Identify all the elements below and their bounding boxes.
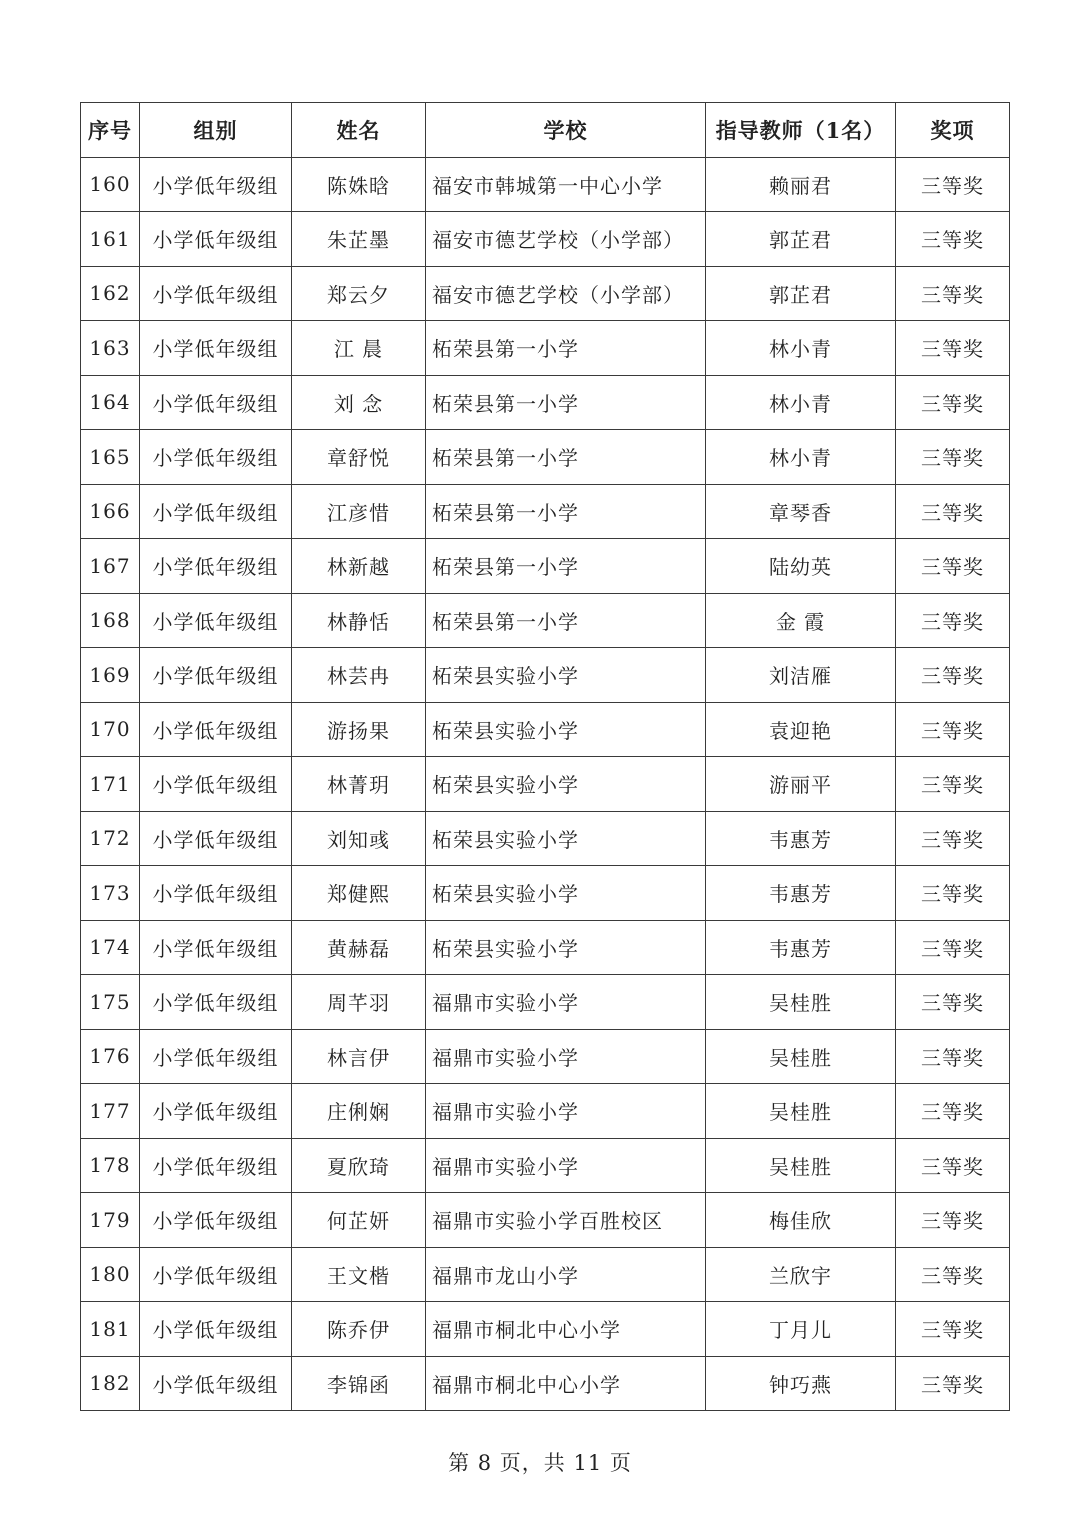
cell-group: 小学低年级组 — [140, 1193, 292, 1248]
cell-name: 郑健熙 — [292, 866, 426, 921]
cell-group: 小学低年级组 — [140, 757, 292, 812]
header-school: 学校 — [426, 103, 706, 158]
cell-school: 柘荣县第一小学 — [426, 484, 706, 539]
cell-no: 165 — [81, 430, 140, 485]
cell-no: 164 — [81, 375, 140, 430]
cell-no: 170 — [81, 702, 140, 757]
table-row — [81, 757, 1010, 812]
cell-group: 小学低年级组 — [140, 702, 292, 757]
cell-award: 三等奖 — [896, 1084, 1010, 1139]
cell-teacher: 韦惠芳 — [706, 811, 896, 866]
cell-name: 林菁玥 — [292, 757, 426, 812]
cell-award: 三等奖 — [896, 920, 1010, 975]
cell-school: 福安市韩城第一中心小学 — [426, 157, 706, 212]
cell-teacher: 吴桂胜 — [706, 975, 896, 1030]
cell-group: 小学低年级组 — [140, 266, 292, 321]
cell-no: 172 — [81, 811, 140, 866]
cell-school: 柘荣县第一小学 — [426, 321, 706, 376]
cell-award: 三等奖 — [896, 321, 1010, 376]
cell-group: 小学低年级组 — [140, 430, 292, 485]
table-row — [81, 702, 1010, 757]
cell-school: 福鼎市实验小学 — [426, 975, 706, 1030]
cell-no: 178 — [81, 1138, 140, 1193]
cell-award: 三等奖 — [896, 484, 1010, 539]
page-number: 第 8 页，共 11 页 — [448, 1451, 632, 1475]
cell-award: 三等奖 — [896, 1356, 1010, 1411]
cell-school: 福鼎市龙山小学 — [426, 1247, 706, 1302]
cell-no: 169 — [81, 648, 140, 703]
cell-teacher: 林小青 — [706, 430, 896, 485]
cell-teacher: 韦惠芳 — [706, 920, 896, 975]
cell-teacher: 林小青 — [706, 375, 896, 430]
table-row — [81, 1302, 1010, 1357]
cell-school: 柘荣县实验小学 — [426, 757, 706, 812]
cell-name: 陈乔伊 — [292, 1302, 426, 1357]
cell-award: 三等奖 — [896, 1138, 1010, 1193]
cell-award: 三等奖 — [896, 811, 1010, 866]
cell-name: 章舒悦 — [292, 430, 426, 485]
cell-no: 180 — [81, 1247, 140, 1302]
cell-group: 小学低年级组 — [140, 920, 292, 975]
cell-no: 162 — [81, 266, 140, 321]
cell-name: 李锦函 — [292, 1356, 426, 1411]
table-row — [81, 375, 1010, 430]
cell-name: 林言伊 — [292, 1029, 426, 1084]
cell-teacher: 林小青 — [706, 321, 896, 376]
cell-group: 小学低年级组 — [140, 1356, 292, 1411]
cell-no: 168 — [81, 593, 140, 648]
cell-group: 小学低年级组 — [140, 375, 292, 430]
cell-no: 173 — [81, 866, 140, 921]
cell-school: 柘荣县第一小学 — [426, 593, 706, 648]
cell-no: 182 — [81, 1356, 140, 1411]
cell-teacher: 章琴香 — [706, 484, 896, 539]
cell-group: 小学低年级组 — [140, 212, 292, 267]
cell-teacher: 赖丽君 — [706, 157, 896, 212]
cell-name: 陈姝晗 — [292, 157, 426, 212]
award-table — [80, 102, 1010, 1411]
cell-school: 柘荣县实验小学 — [426, 648, 706, 703]
cell-teacher: 钟巧燕 — [706, 1356, 896, 1411]
header-teacher: 指导教师（1名） — [706, 103, 896, 158]
table-row — [81, 920, 1010, 975]
cell-no: 161 — [81, 212, 140, 267]
table-row — [81, 539, 1010, 594]
cell-no: 181 — [81, 1302, 140, 1357]
cell-group: 小学低年级组 — [140, 648, 292, 703]
cell-name: 王文楷 — [292, 1247, 426, 1302]
cell-teacher: 丁月儿 — [706, 1302, 896, 1357]
table-row — [81, 157, 1010, 212]
cell-teacher: 吴桂胜 — [706, 1138, 896, 1193]
cell-group: 小学低年级组 — [140, 593, 292, 648]
cell-name: 游扬果 — [292, 702, 426, 757]
cell-name: 刘 念 — [292, 375, 426, 430]
cell-teacher: 郭芷君 — [706, 212, 896, 267]
table-row — [81, 430, 1010, 485]
cell-school: 柘荣县第一小学 — [426, 539, 706, 594]
cell-school: 柘荣县实验小学 — [426, 920, 706, 975]
table-row — [81, 1247, 1010, 1302]
cell-award: 三等奖 — [896, 648, 1010, 703]
cell-teacher: 吴桂胜 — [706, 1029, 896, 1084]
cell-teacher: 陆幼英 — [706, 539, 896, 594]
cell-no: 167 — [81, 539, 140, 594]
cell-award: 三等奖 — [896, 1193, 1010, 1248]
cell-award: 三等奖 — [896, 539, 1010, 594]
cell-school: 福安市德艺学校（小学部） — [426, 266, 706, 321]
table-row — [81, 1356, 1010, 1411]
cell-name: 江彦惜 — [292, 484, 426, 539]
cell-no: 171 — [81, 757, 140, 812]
cell-school: 柘荣县第一小学 — [426, 430, 706, 485]
cell-group: 小学低年级组 — [140, 484, 292, 539]
cell-school: 福鼎市实验小学 — [426, 1029, 706, 1084]
cell-group: 小学低年级组 — [140, 1247, 292, 1302]
cell-no: 175 — [81, 975, 140, 1030]
cell-group: 小学低年级组 — [140, 811, 292, 866]
cell-group: 小学低年级组 — [140, 1029, 292, 1084]
cell-teacher: 刘洁雁 — [706, 648, 896, 703]
cell-award: 三等奖 — [896, 1029, 1010, 1084]
cell-no: 174 — [81, 920, 140, 975]
cell-school: 福鼎市实验小学 — [426, 1138, 706, 1193]
table-row — [81, 593, 1010, 648]
cell-no: 179 — [81, 1193, 140, 1248]
cell-school: 福鼎市实验小学百胜校区 — [426, 1193, 706, 1248]
cell-school: 柘荣县第一小学 — [426, 375, 706, 430]
cell-school: 福鼎市实验小学 — [426, 1084, 706, 1139]
table-header-row — [81, 103, 1010, 158]
cell-teacher: 梅佳欣 — [706, 1193, 896, 1248]
cell-teacher: 韦惠芳 — [706, 866, 896, 921]
cell-teacher: 吴桂胜 — [706, 1084, 896, 1139]
cell-award: 三等奖 — [896, 757, 1010, 812]
table-row — [81, 212, 1010, 267]
table-row — [81, 1138, 1010, 1193]
cell-name: 刘知彧 — [292, 811, 426, 866]
table-row — [81, 811, 1010, 866]
cell-group: 小学低年级组 — [140, 866, 292, 921]
header-group: 组别 — [140, 103, 292, 158]
cell-no: 163 — [81, 321, 140, 376]
cell-name: 林静恬 — [292, 593, 426, 648]
cell-teacher: 郭芷君 — [706, 266, 896, 321]
table-row — [81, 1193, 1010, 1248]
cell-no: 177 — [81, 1084, 140, 1139]
cell-award: 三等奖 — [896, 157, 1010, 212]
cell-award: 三等奖 — [896, 430, 1010, 485]
table-row — [81, 321, 1010, 376]
cell-name: 朱芷墨 — [292, 212, 426, 267]
cell-group: 小学低年级组 — [140, 157, 292, 212]
cell-award: 三等奖 — [896, 975, 1010, 1030]
table-row — [81, 1084, 1010, 1139]
cell-name: 林新越 — [292, 539, 426, 594]
table-row — [81, 866, 1010, 921]
header-no: 序号 — [81, 103, 140, 158]
table-row — [81, 975, 1010, 1030]
cell-award: 三等奖 — [896, 1302, 1010, 1357]
cell-award: 三等奖 — [896, 866, 1010, 921]
cell-school: 福鼎市桐北中心小学 — [426, 1356, 706, 1411]
cell-group: 小学低年级组 — [140, 975, 292, 1030]
cell-no: 176 — [81, 1029, 140, 1084]
cell-school: 柘荣县实验小学 — [426, 811, 706, 866]
cell-no: 160 — [81, 157, 140, 212]
cell-teacher: 金 霞 — [706, 593, 896, 648]
table-row — [81, 266, 1010, 321]
table-row — [81, 1029, 1010, 1084]
cell-group: 小学低年级组 — [140, 539, 292, 594]
cell-group: 小学低年级组 — [140, 1302, 292, 1357]
cell-name: 夏欣琦 — [292, 1138, 426, 1193]
cell-award: 三等奖 — [896, 1247, 1010, 1302]
table-row — [81, 484, 1010, 539]
table-body — [81, 157, 1010, 1411]
cell-award: 三等奖 — [896, 375, 1010, 430]
table-row — [81, 648, 1010, 703]
cell-award: 三等奖 — [896, 702, 1010, 757]
cell-teacher: 游丽平 — [706, 757, 896, 812]
cell-name: 黄赫磊 — [292, 920, 426, 975]
cell-name: 周芊羽 — [292, 975, 426, 1030]
cell-name: 江 晨 — [292, 321, 426, 376]
cell-teacher: 袁迎艳 — [706, 702, 896, 757]
cell-school: 福鼎市桐北中心小学 — [426, 1302, 706, 1357]
header-name: 姓名 — [292, 103, 426, 158]
cell-award: 三等奖 — [896, 212, 1010, 267]
cell-name: 庄俐娴 — [292, 1084, 426, 1139]
cell-award: 三等奖 — [896, 593, 1010, 648]
cell-name: 何芷妍 — [292, 1193, 426, 1248]
cell-teacher: 兰欣宇 — [706, 1247, 896, 1302]
cell-award: 三等奖 — [896, 266, 1010, 321]
cell-group: 小学低年级组 — [140, 1084, 292, 1139]
cell-school: 福安市德艺学校（小学部） — [426, 212, 706, 267]
cell-group: 小学低年级组 — [140, 321, 292, 376]
cell-school: 柘荣县实验小学 — [426, 866, 706, 921]
cell-no: 166 — [81, 484, 140, 539]
cell-school: 柘荣县实验小学 — [426, 702, 706, 757]
cell-group: 小学低年级组 — [140, 1138, 292, 1193]
cell-name: 林芸冉 — [292, 648, 426, 703]
cell-name: 郑云夕 — [292, 266, 426, 321]
header-award: 奖项 — [896, 103, 1010, 158]
